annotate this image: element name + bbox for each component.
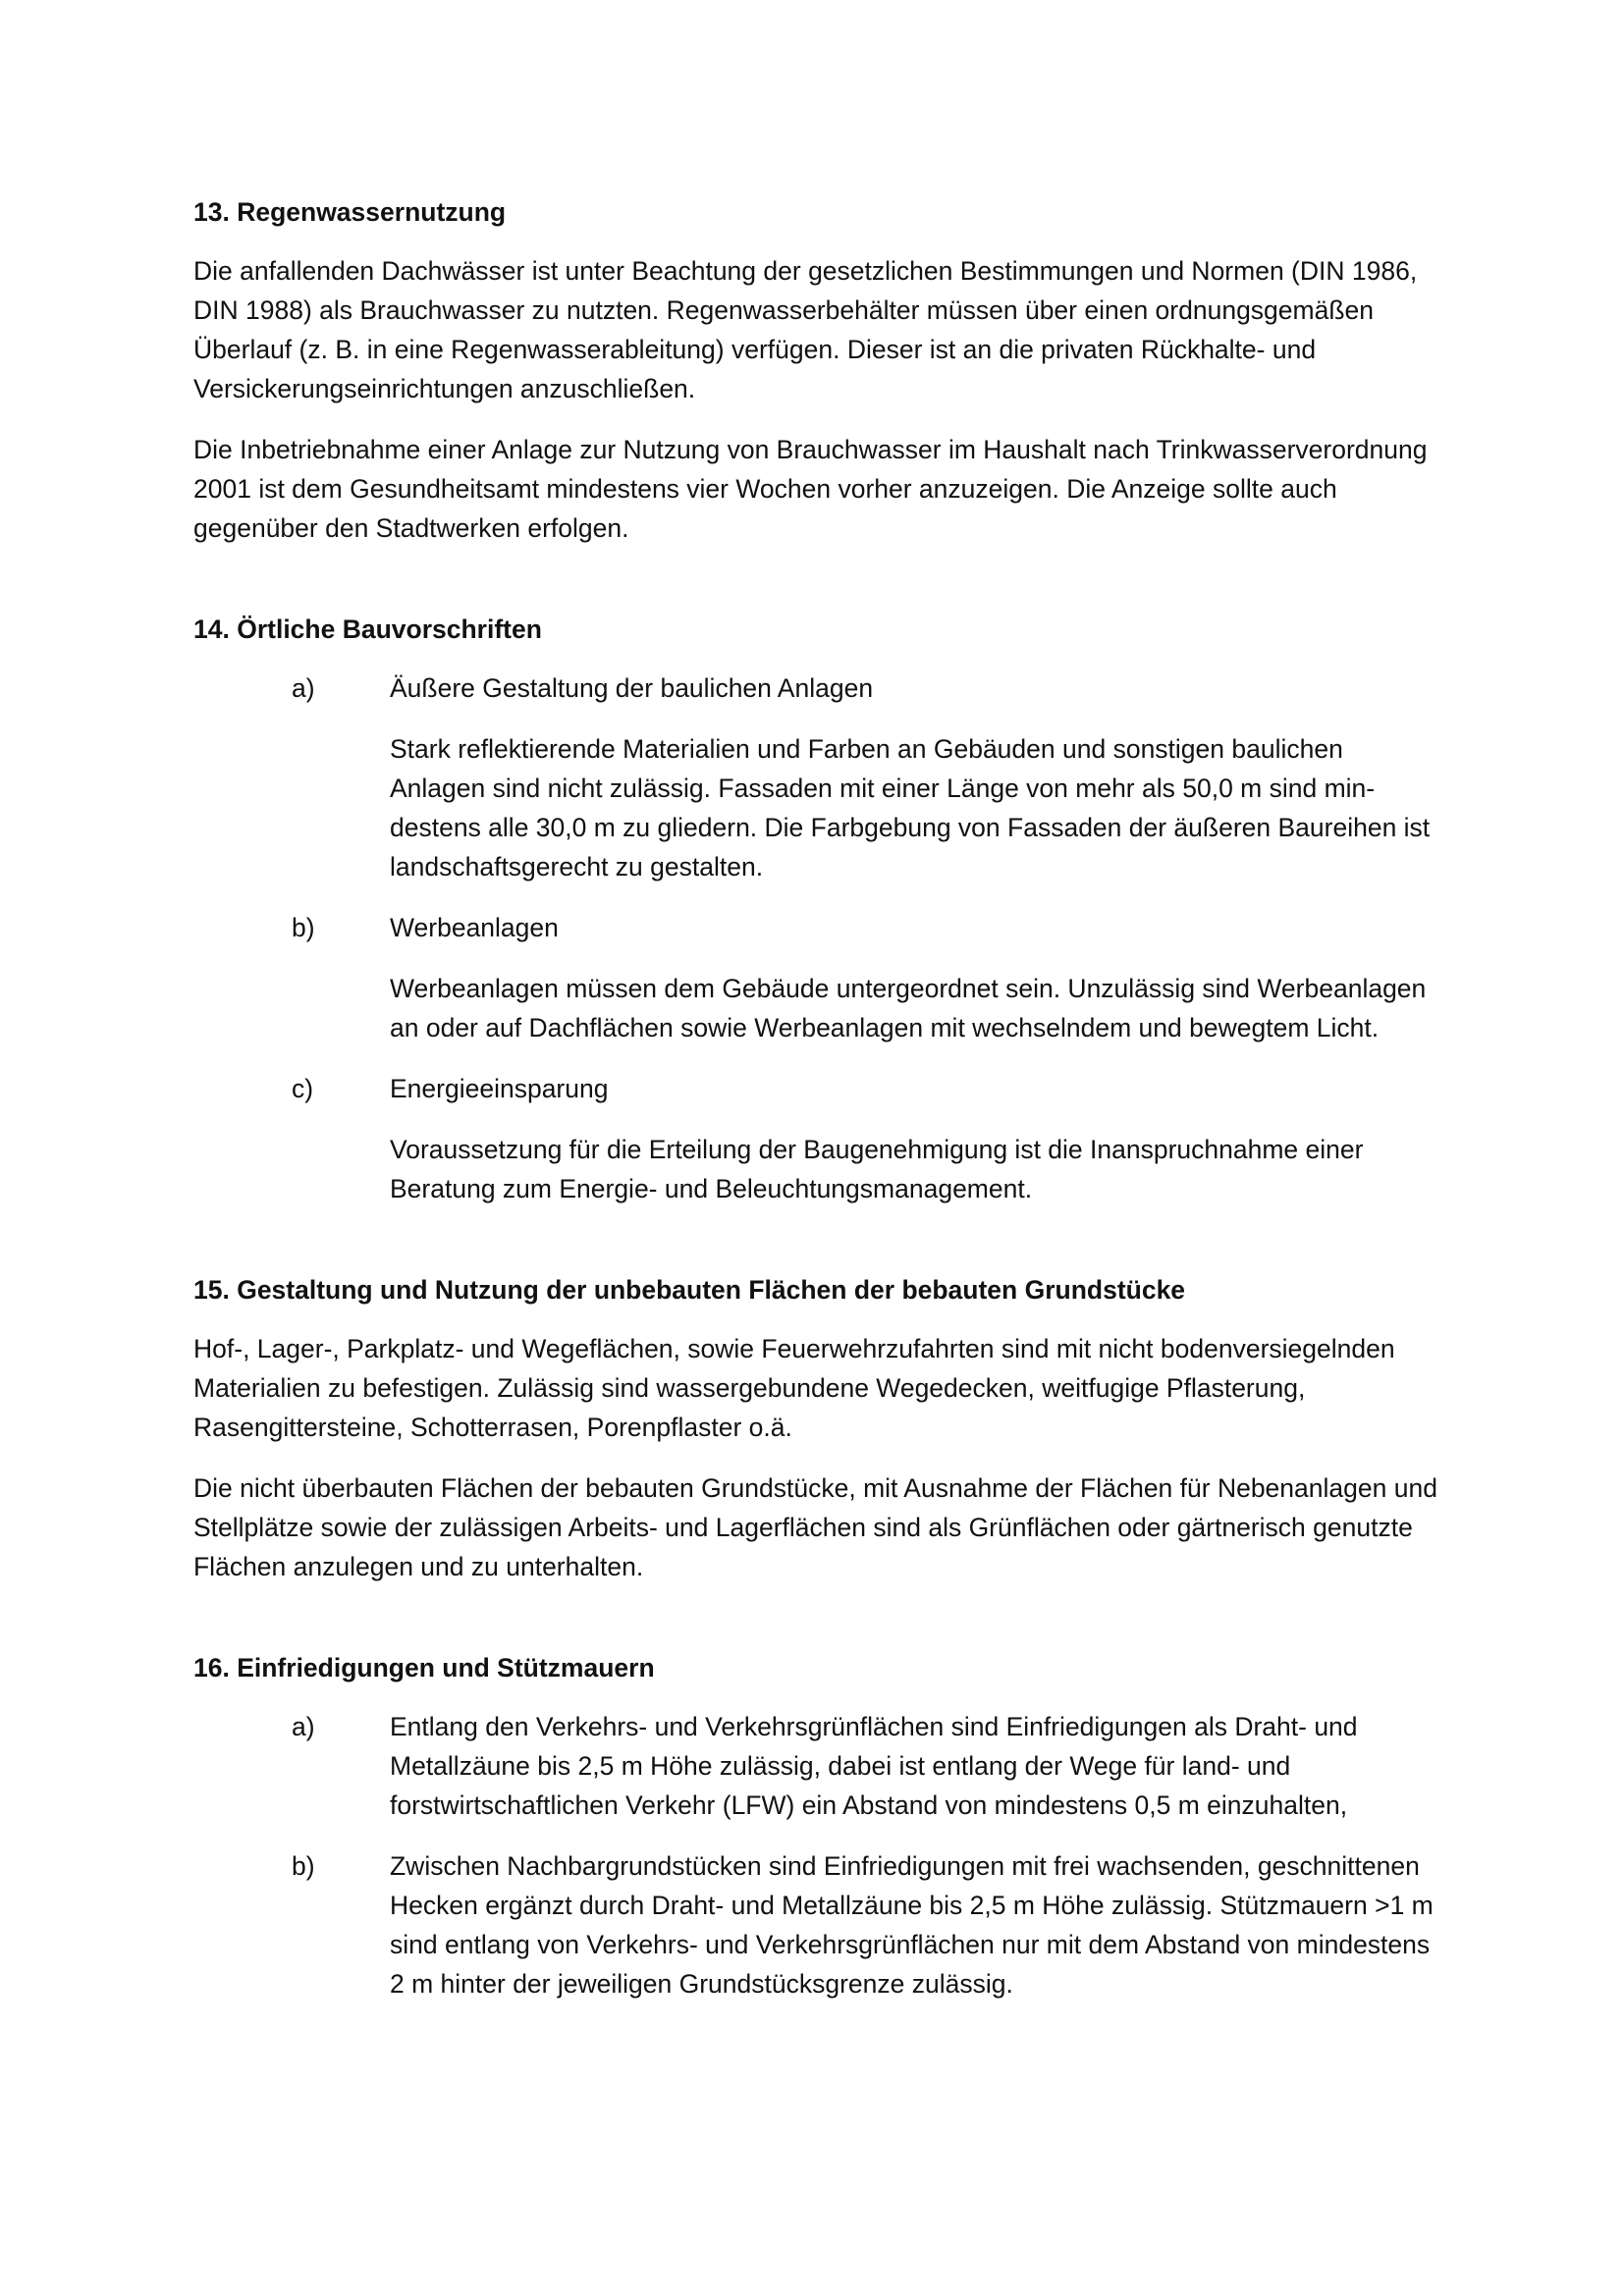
item-text: Werbeanlagen müssen dem Gebäude untergeordnet sein. Unzulässig sind Werbeanlagen an oder auf Dachflächen sowie Werbeanlagen mit wechselndem und bewegtem Licht.: [390, 974, 1427, 1042]
item-body: [390, 1069, 1440, 1208]
section-spacer: [193, 1586, 1460, 1648]
section-spacer: [193, 548, 1460, 610]
section-heading: 14. Örtliche Bauvorschriften: [193, 614, 542, 644]
item-text: Stark reflektierende Materialien und Farben an Gebäuden und sonstigen baulichen Anlagen sind nicht zulässig. Fassaden mit einer Länge von mehr als 50,0 m sind min-destens alle 30,0 m zu gliedern. Die Farbgebung von Fassaden der äußeren Baureihen ist landschaftsgerecht zu gestalten.: [390, 734, 1431, 881]
list-item: [193, 1846, 1460, 2003]
section-heading: 16. Einfriedigungen und Stützmauern: [193, 1653, 655, 1682]
section-15: [193, 1270, 1460, 1586]
paragraph: Die anfallenden Dachwässer ist unter Beachtung der gesetzlichen Bestimmungen und Normen (DIN 1986, DIN 1988) als Brauchwasser zu nutzten. Regenwasserbehälter müssen über einen ordnungsgemäßen Überlauf (z. B. in eine Regenwasserableitung) verfügen. Dieser ist an die privaten Rückhalte- und Versickerungseinrichtungen anzuschließen.: [193, 256, 1418, 403]
item-body: [390, 1846, 1440, 2003]
section-heading: 13. Regenwassernutzung: [193, 197, 507, 227]
item-text: Zwischen Nachbargrundstücken sind Einfriedigungen mit frei wachsenden, geschnittenen Hecken ergänzt durch Draht- und Metallzäune bis 2,5 m Höhe zulässig. Stützmauern >1 m sind entlang von Verkehrs- und Verkehrsgrünflächen nur mit dem Abstand von mindestens 2 m hinter der jeweiligen Grundstücksgrenze zulässig.: [390, 1851, 1434, 1999]
section-spacer: [193, 1208, 1460, 1270]
section-14: [193, 610, 1460, 1208]
item-label: a): [292, 1712, 315, 1741]
page-content: [193, 192, 1460, 2003]
section-13: [193, 192, 1460, 548]
list-item: [193, 1069, 1460, 1208]
item-title: Äußere Gestaltung der baulichen Anlagen: [390, 673, 874, 703]
section-heading: 15. Gestaltung und Nutzung der unbebauten Flächen der bebauten Grundstücke: [193, 1275, 1186, 1305]
paragraph: Hof-, Lager-, Parkplatz- und Wegeflächen, sowie Feuerwehrzufahrten sind mit nicht bodenversiegelnden Materialien zu befestigen. Zulässig sind wassergebundene Wegedecken, weitfugige Pflasterung, Rasengittersteine, Schotterrasen, Porenpflaster o.ä.: [193, 1334, 1395, 1442]
item-body: [390, 908, 1440, 1047]
item-title: Werbeanlagen: [390, 913, 559, 942]
paragraph: Die Inbetriebnahme einer Anlage zur Nutzung von Brauchwasser im Haushalt nach Trinkwasserverordnung 2001 ist dem Gesundheitsamt mindestens vier Wochen vorher anzuzeigen. Die Anzeige sollte auch gegenüber den Stadtwerken erfolgen.: [193, 435, 1428, 543]
item-label: b): [292, 913, 315, 942]
item-body: [390, 668, 1440, 886]
list-item: [193, 908, 1460, 1047]
list-item: [193, 1707, 1460, 1825]
item-text: Entlang den Verkehrs- und Verkehrsgrünflächen sind Einfriedigungen als Draht- und Metallzäune bis 2,5 m Höhe zulässig, dabei ist entlang der Wege für land- und forstwirtschaftlichen Verkehr (LFW) ein Abstand von mindestens 0,5 m einzuhalten,: [390, 1712, 1358, 1820]
paragraph: Die nicht überbauten Flächen der bebauten Grundstücke, mit Ausnahme der Flächen für Nebenanlagen und Stellplätze sowie der zulässigen Arbeits- und Lagerflächen sind als Grünflächen oder gärtnerisch genutzte Flächen anzulegen und zu unterhalten.: [193, 1473, 1437, 1581]
item-label: b): [292, 1851, 315, 1881]
item-label: c): [292, 1074, 314, 1103]
list-item: [193, 668, 1460, 886]
item-title: Energieeinsparung: [390, 1074, 609, 1103]
item-body: [390, 1707, 1440, 1825]
item-text: Voraussetzung für die Erteilung der Baugenehmigung ist die Inanspruchnahme einer Beratung zum Energie- und Beleuchtungsmanagement.: [390, 1135, 1364, 1203]
section-16: [193, 1648, 1460, 2003]
item-label: a): [292, 673, 315, 703]
